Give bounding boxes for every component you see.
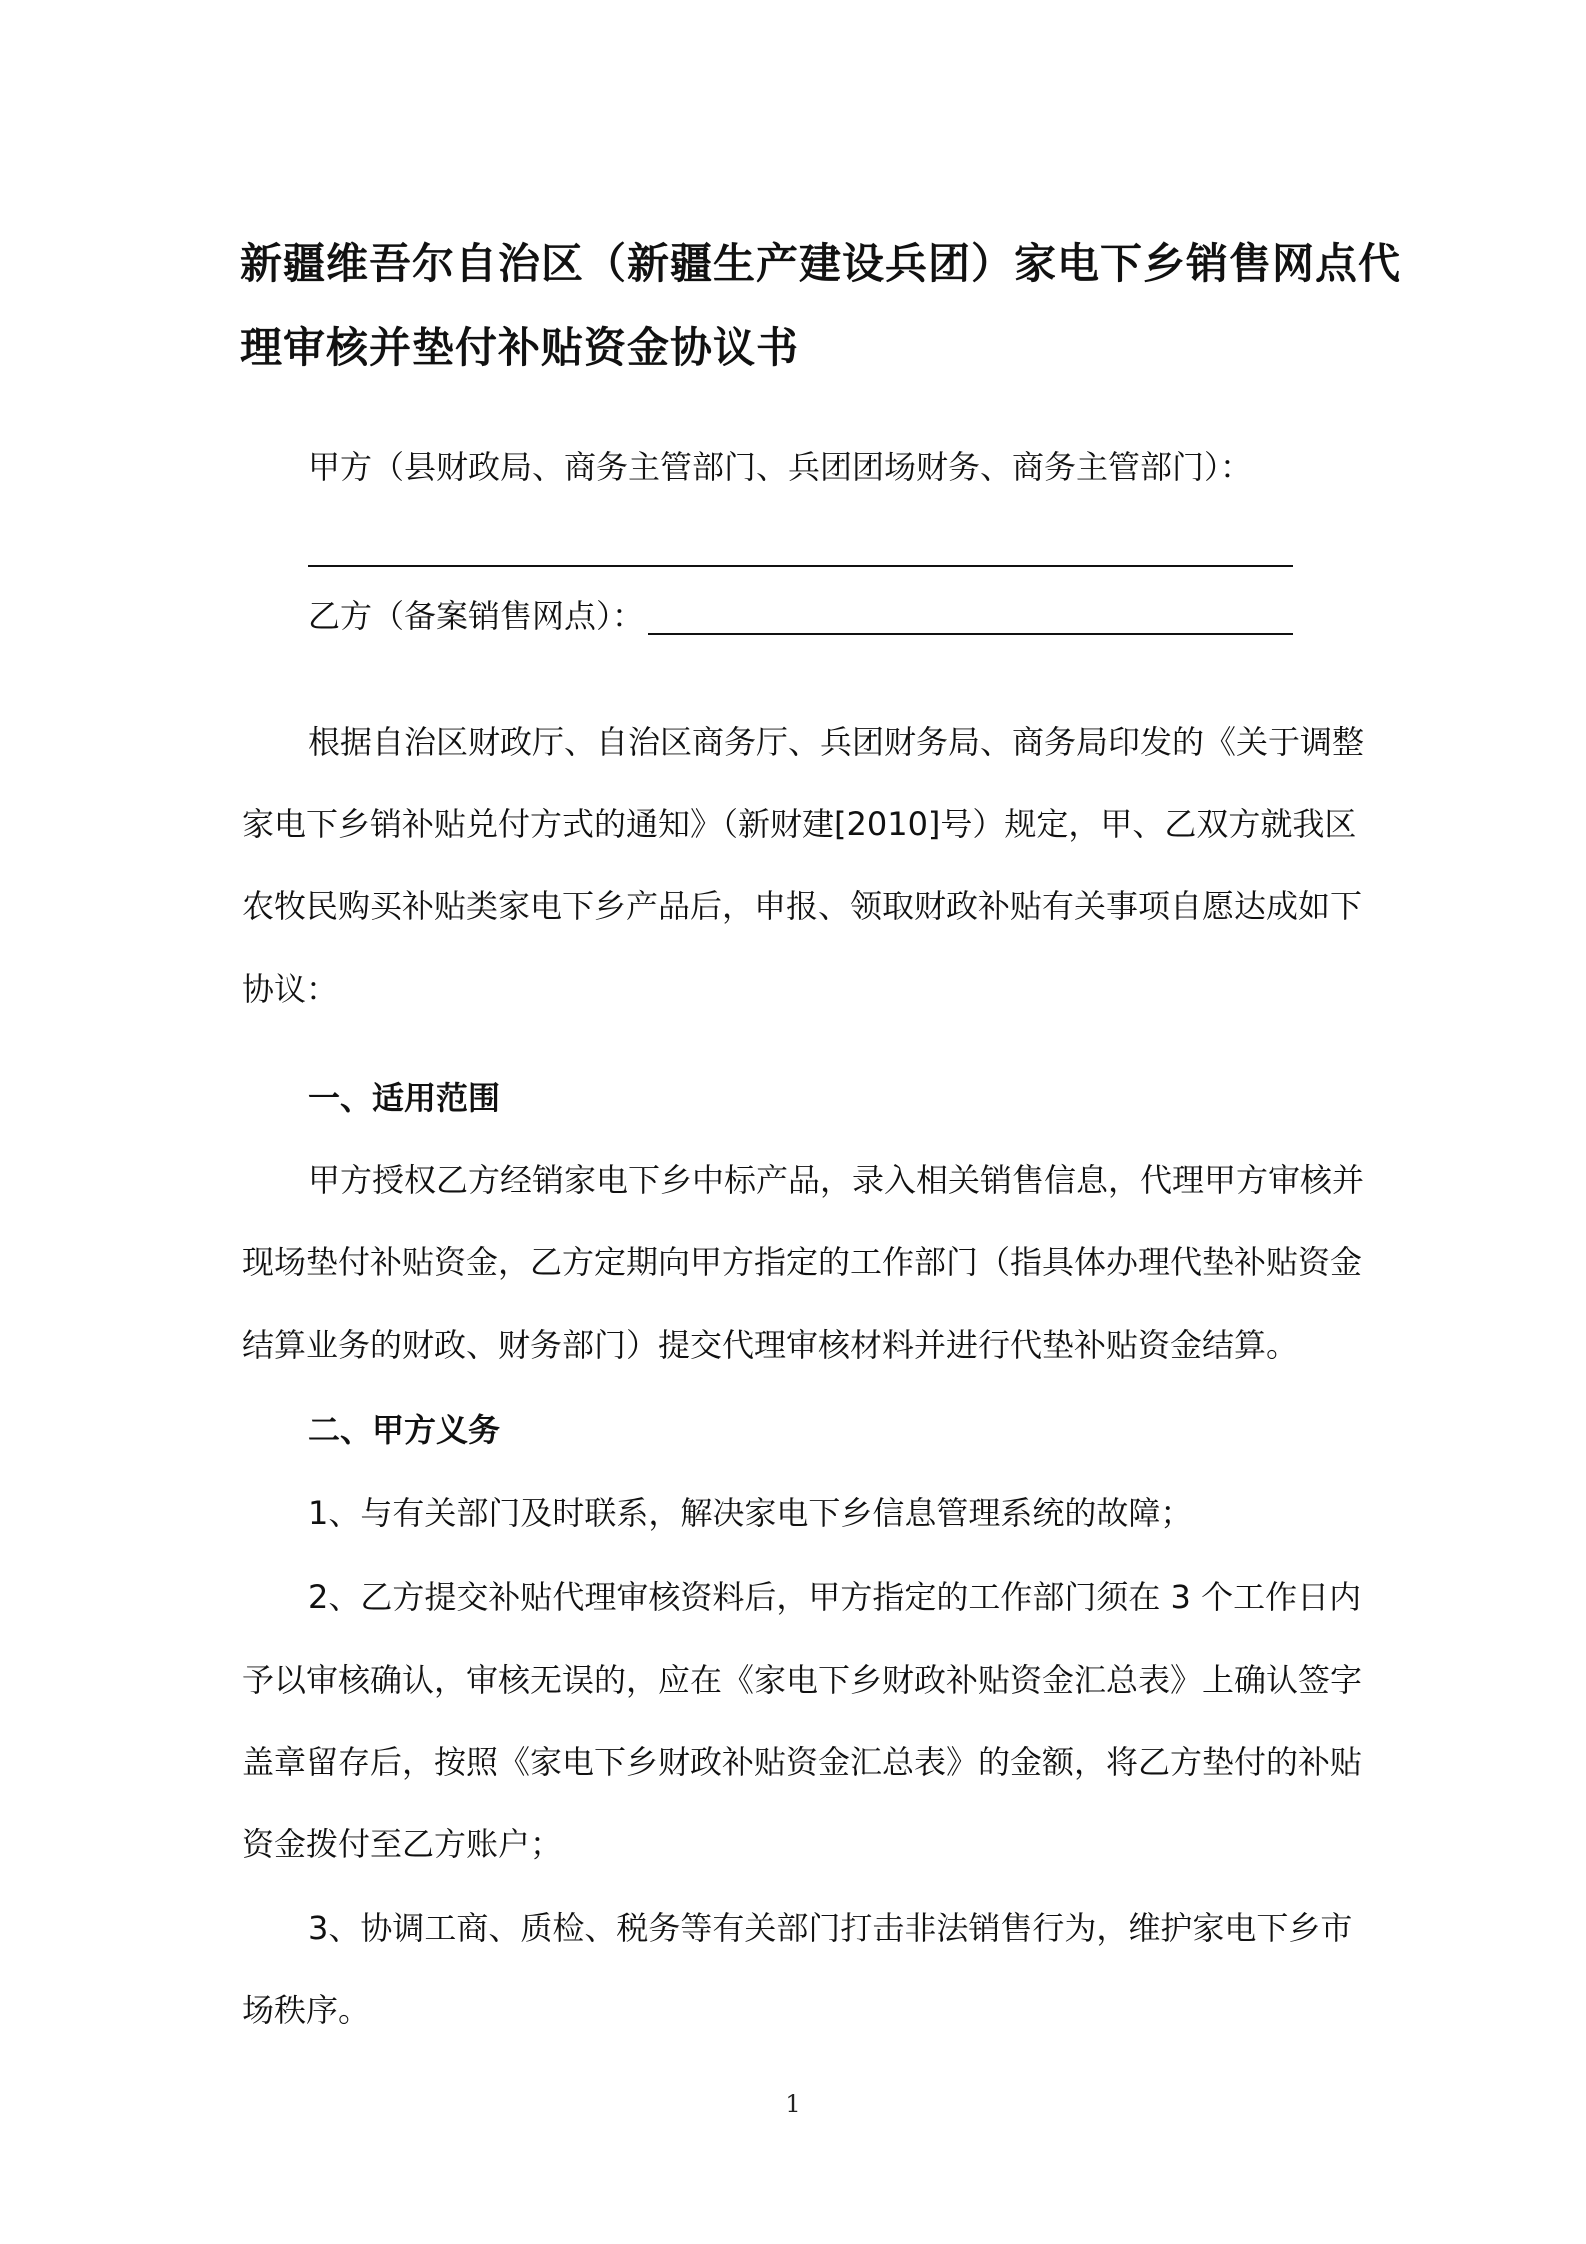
section-1-line: 结算业务的财政、财务部门）提交代理审核材料并进行代垫补贴资金结算。 bbox=[242, 1326, 1299, 1364]
section-2-item-1: 1、与有关部门及时联系，解决家电下乡信息管理系统的故障； bbox=[308, 1494, 1193, 1532]
section-1-heading: 一、适用范围 bbox=[308, 1079, 501, 1117]
document-title-line-1: 新疆维吾尔自治区（新疆生产建设兵团）家电下乡销售网点代 bbox=[240, 239, 1402, 288]
intro-line: 根据自治区财政厅、自治区商务厅、兵团财务局、商务局印发的《关于调整 bbox=[308, 723, 1365, 761]
section-2-heading: 二、甲方义务 bbox=[308, 1411, 501, 1449]
intro-line: 家电下乡销补贴兑付方式的通知》（新财建[2010]号）规定，甲、乙双方就我区 bbox=[242, 805, 1357, 843]
section-2-item-3-line: 3、协调工商、质检、税务等有关部门打击非法销售行为，维护家电下乡市 bbox=[308, 1909, 1353, 1947]
section-2-item-2-line: 资金拨付至乙方账户； bbox=[242, 1825, 563, 1863]
section-1-line: 甲方授权乙方经销家电下乡中标产品，录入相关销售信息，代理甲方审核并 bbox=[308, 1161, 1365, 1199]
intro-line: 协议： bbox=[242, 970, 339, 1008]
section-2-item-2-line: 予以审核确认，审核无误的，应在《家电下乡财政补贴资金汇总表》上确认签字 bbox=[242, 1661, 1363, 1699]
party-b-label: 乙方（备案销售网点）： bbox=[308, 597, 645, 635]
section-1-line: 现场垫付补贴资金，乙方定期向甲方指定的工作部门（指具体办理代垫补贴资金 bbox=[242, 1243, 1363, 1281]
intro-line: 农牧民购买补贴类家电下乡产品后，申报、领取财政补贴有关事项自愿达成如下 bbox=[242, 887, 1363, 925]
section-2-item-3-line: 场秩序。 bbox=[242, 1991, 371, 2029]
page-number: 1 bbox=[785, 2090, 801, 2118]
party-a-label: 甲方（县财政局、商务主管部门、兵团团场财务、商务主管部门）： bbox=[308, 448, 1253, 486]
section-2-item-2-line: 2、乙方提交补贴代理审核资料后，甲方指定的工作部门须在 3 个工作日内 bbox=[308, 1578, 1362, 1616]
party-a-blank-line bbox=[308, 565, 1293, 567]
party-b-blank-line bbox=[648, 633, 1293, 635]
section-2-item-2-line: 盖章留存后，按照《家电下乡财政补贴资金汇总表》的金额，将乙方垫付的补贴 bbox=[242, 1743, 1363, 1781]
document-title-line-2: 理审核并垫付补贴资金协议书 bbox=[240, 323, 800, 372]
